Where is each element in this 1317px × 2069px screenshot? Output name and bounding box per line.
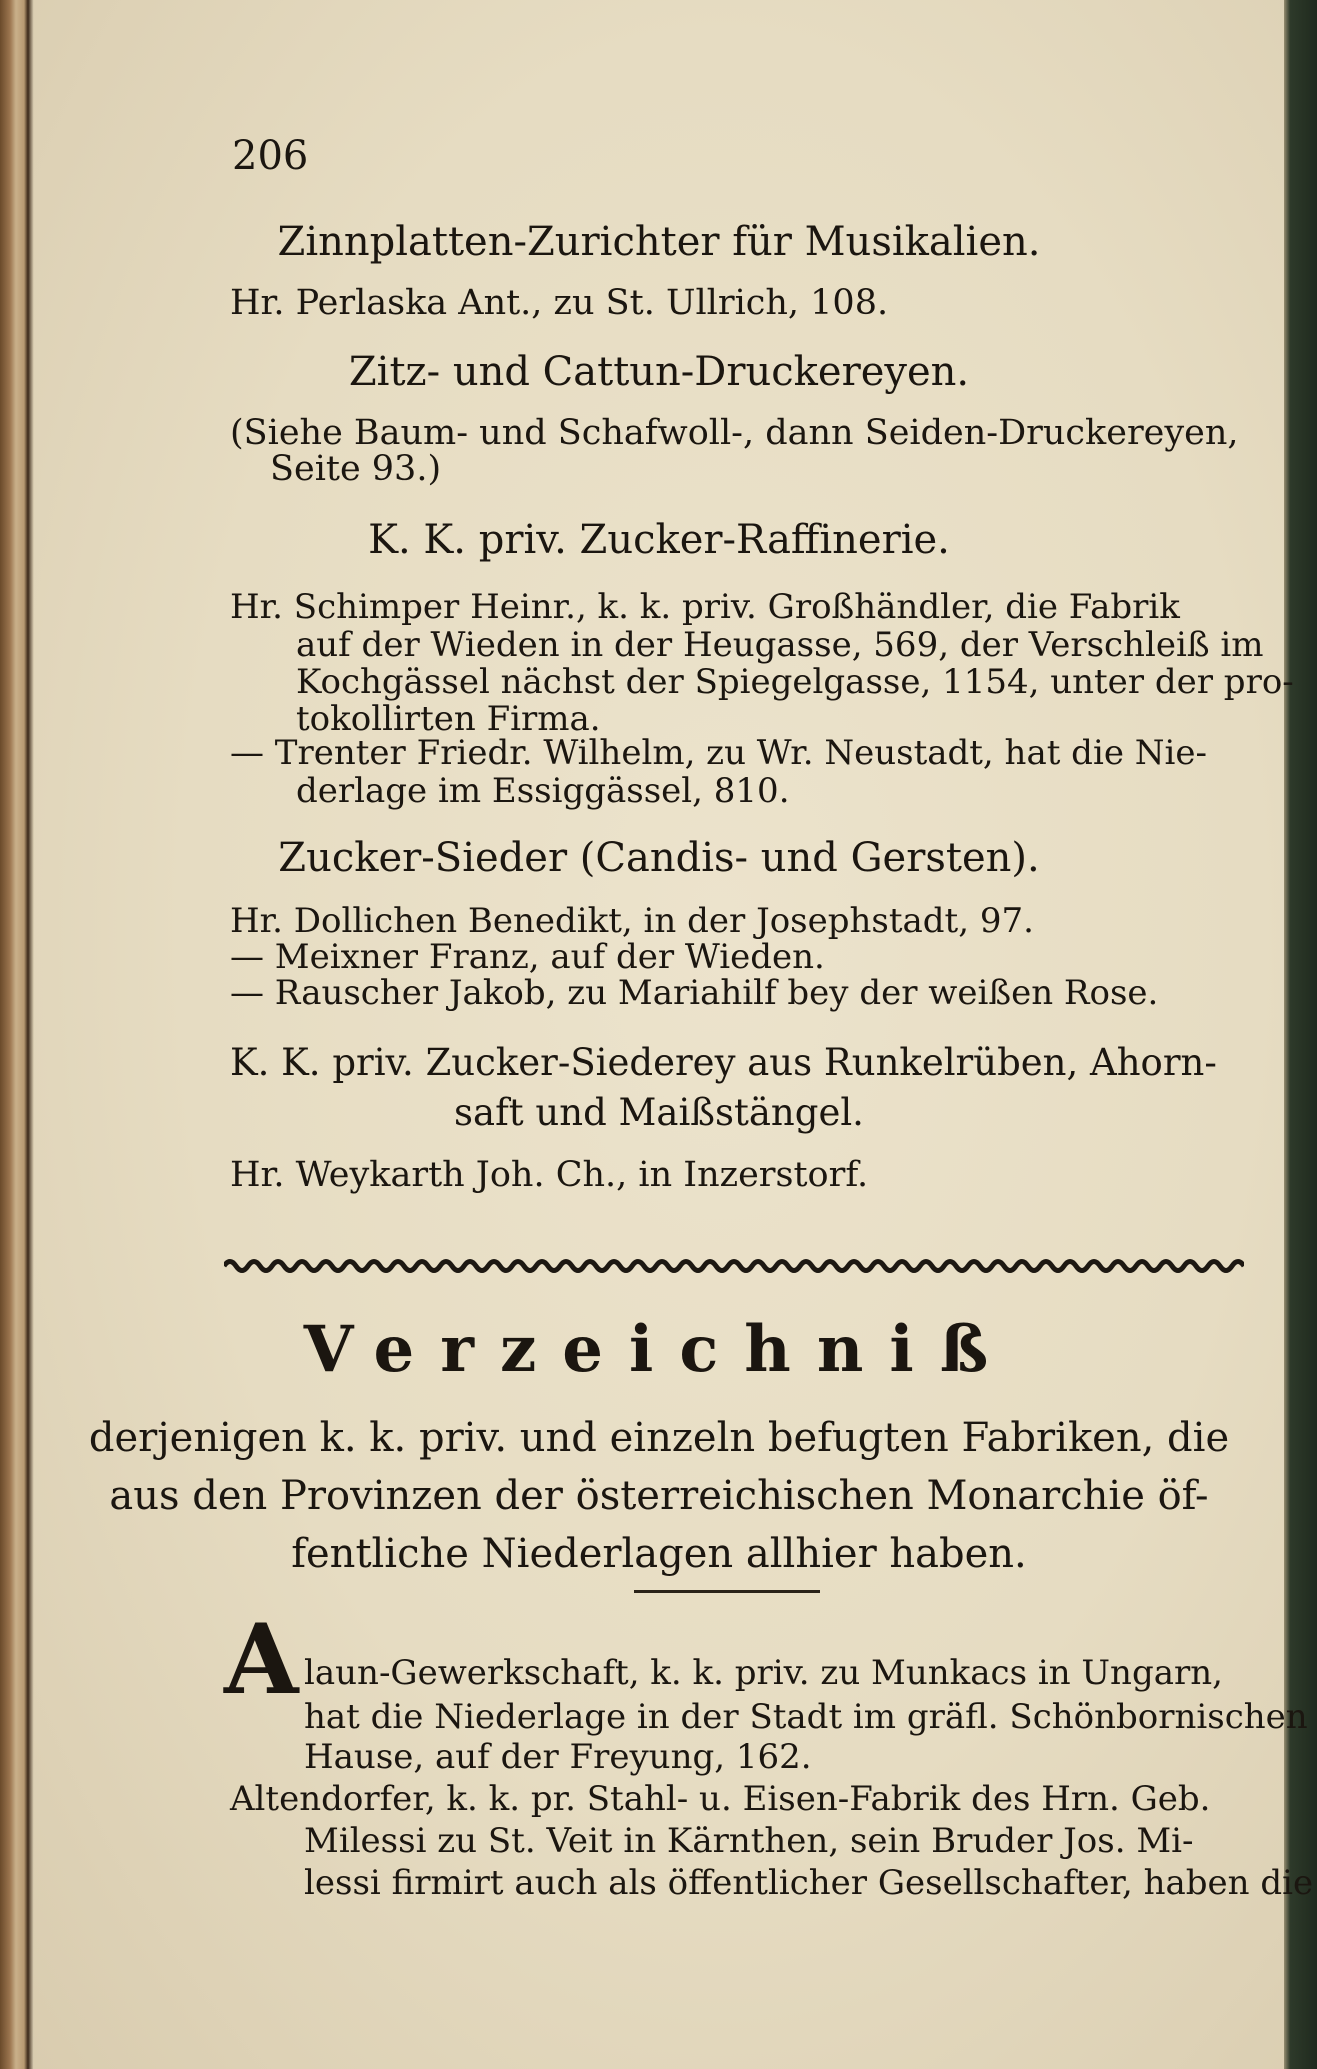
intro-line-2: aus den Provinzen der österreichischen Monarchie öf- (109, 1473, 1209, 1519)
entry-altendorfer-3: lessi firmirt auch als öffentlicher Gesellschafter, haben die (304, 1863, 1314, 1903)
wavy-divider (224, 1255, 1244, 1277)
section-heading-zitz: Zitz- und Cattun-Druckereyen. (348, 349, 970, 395)
entry-rauscher: — Rauscher Jakob, zu Mariahilf bey der weißen Rose. (230, 973, 1159, 1013)
entry-schimper-1: Hr. Schimper Heinr., k. k. priv. Großhändler, die Fabrik (230, 587, 1180, 627)
section-heading-raffinerie: K. K. priv. Zucker-Raffinerie. (368, 517, 950, 563)
entry-alaun-1: laun-Gewerkschaft, k. k. priv. zu Munkacs in Ungarn, (304, 1653, 1223, 1693)
entry-altendorfer-1: Altendorfer, k. k. pr. Stahl- u. Eisen-Fabrik des Hrn. Geb. (230, 1779, 1211, 1819)
entry-seite: Seite 93.) (270, 449, 442, 489)
entry-trenter-2: derlage im Essiggässel, 810. (296, 771, 790, 811)
entry-alaun-3: Hause, auf der Freyung, 162. (304, 1737, 812, 1777)
drop-cap: A (224, 1603, 299, 1716)
verzeichnis-title: Verzeichniß (303, 1312, 1015, 1387)
section-heading-zucker-sieder: Zucker-Sieder (Candis- und Gersten). (278, 835, 1040, 881)
entry-perlaska: Hr. Perlaska Ant., zu St. Ullrich, 108. (230, 283, 889, 323)
entry-meixner: — Meixner Franz, auf der Wieden. (230, 937, 825, 977)
entry-trenter-1: — Trenter Friedr. Wilhelm, zu Wr. Neustadt, hat die Nie- (230, 733, 1207, 773)
short-rule (634, 1590, 820, 1593)
entry-alaun-2: hat die Niederlage in der Stadt im gräfl. Schönbornischen (304, 1697, 1308, 1737)
entry-altendorfer-2: Milessi zu St. Veit in Kärnthen, sein Bruder Jos. Mi- (304, 1821, 1194, 1861)
section-heading-zinnplatten: Zinnplatten-Zurichter für Musikalien. (277, 219, 1041, 265)
page-number: 206 (232, 133, 309, 179)
intro-line-1: derjenigen k. k. priv. und einzeln befugten Fabriken, die (88, 1415, 1230, 1461)
section-heading-runkelrueben-2: saft und Maißstängel. (454, 1091, 864, 1134)
entry-dollichen: Hr. Dollichen Benedikt, in der Josephstadt, 97. (230, 901, 1034, 941)
page (34, 0, 1314, 2069)
entry-weykarth: Hr. Weykarth Joh. Ch., in Inzerstorf. (230, 1155, 869, 1195)
entry-schimper-2: auf der Wieden in der Heugasse, 569, der Verschleiß im (296, 625, 1264, 665)
entry-siehe: (Siehe Baum- und Schafwoll-, dann Seiden-Druckereyen, (230, 413, 1239, 453)
entry-schimper-3: Kochgässel nächst der Spiegelgasse, 1154, unter der pro- (296, 662, 1294, 702)
entry-schimper-4: tokollirten Firma. (296, 699, 601, 739)
section-heading-runkelrueben-1: K. K. priv. Zucker-Siederey aus Runkelrüben, Ahorn- (230, 1041, 1217, 1084)
intro-line-3: fentliche Niederlagen allhier haben. (291, 1531, 1027, 1577)
